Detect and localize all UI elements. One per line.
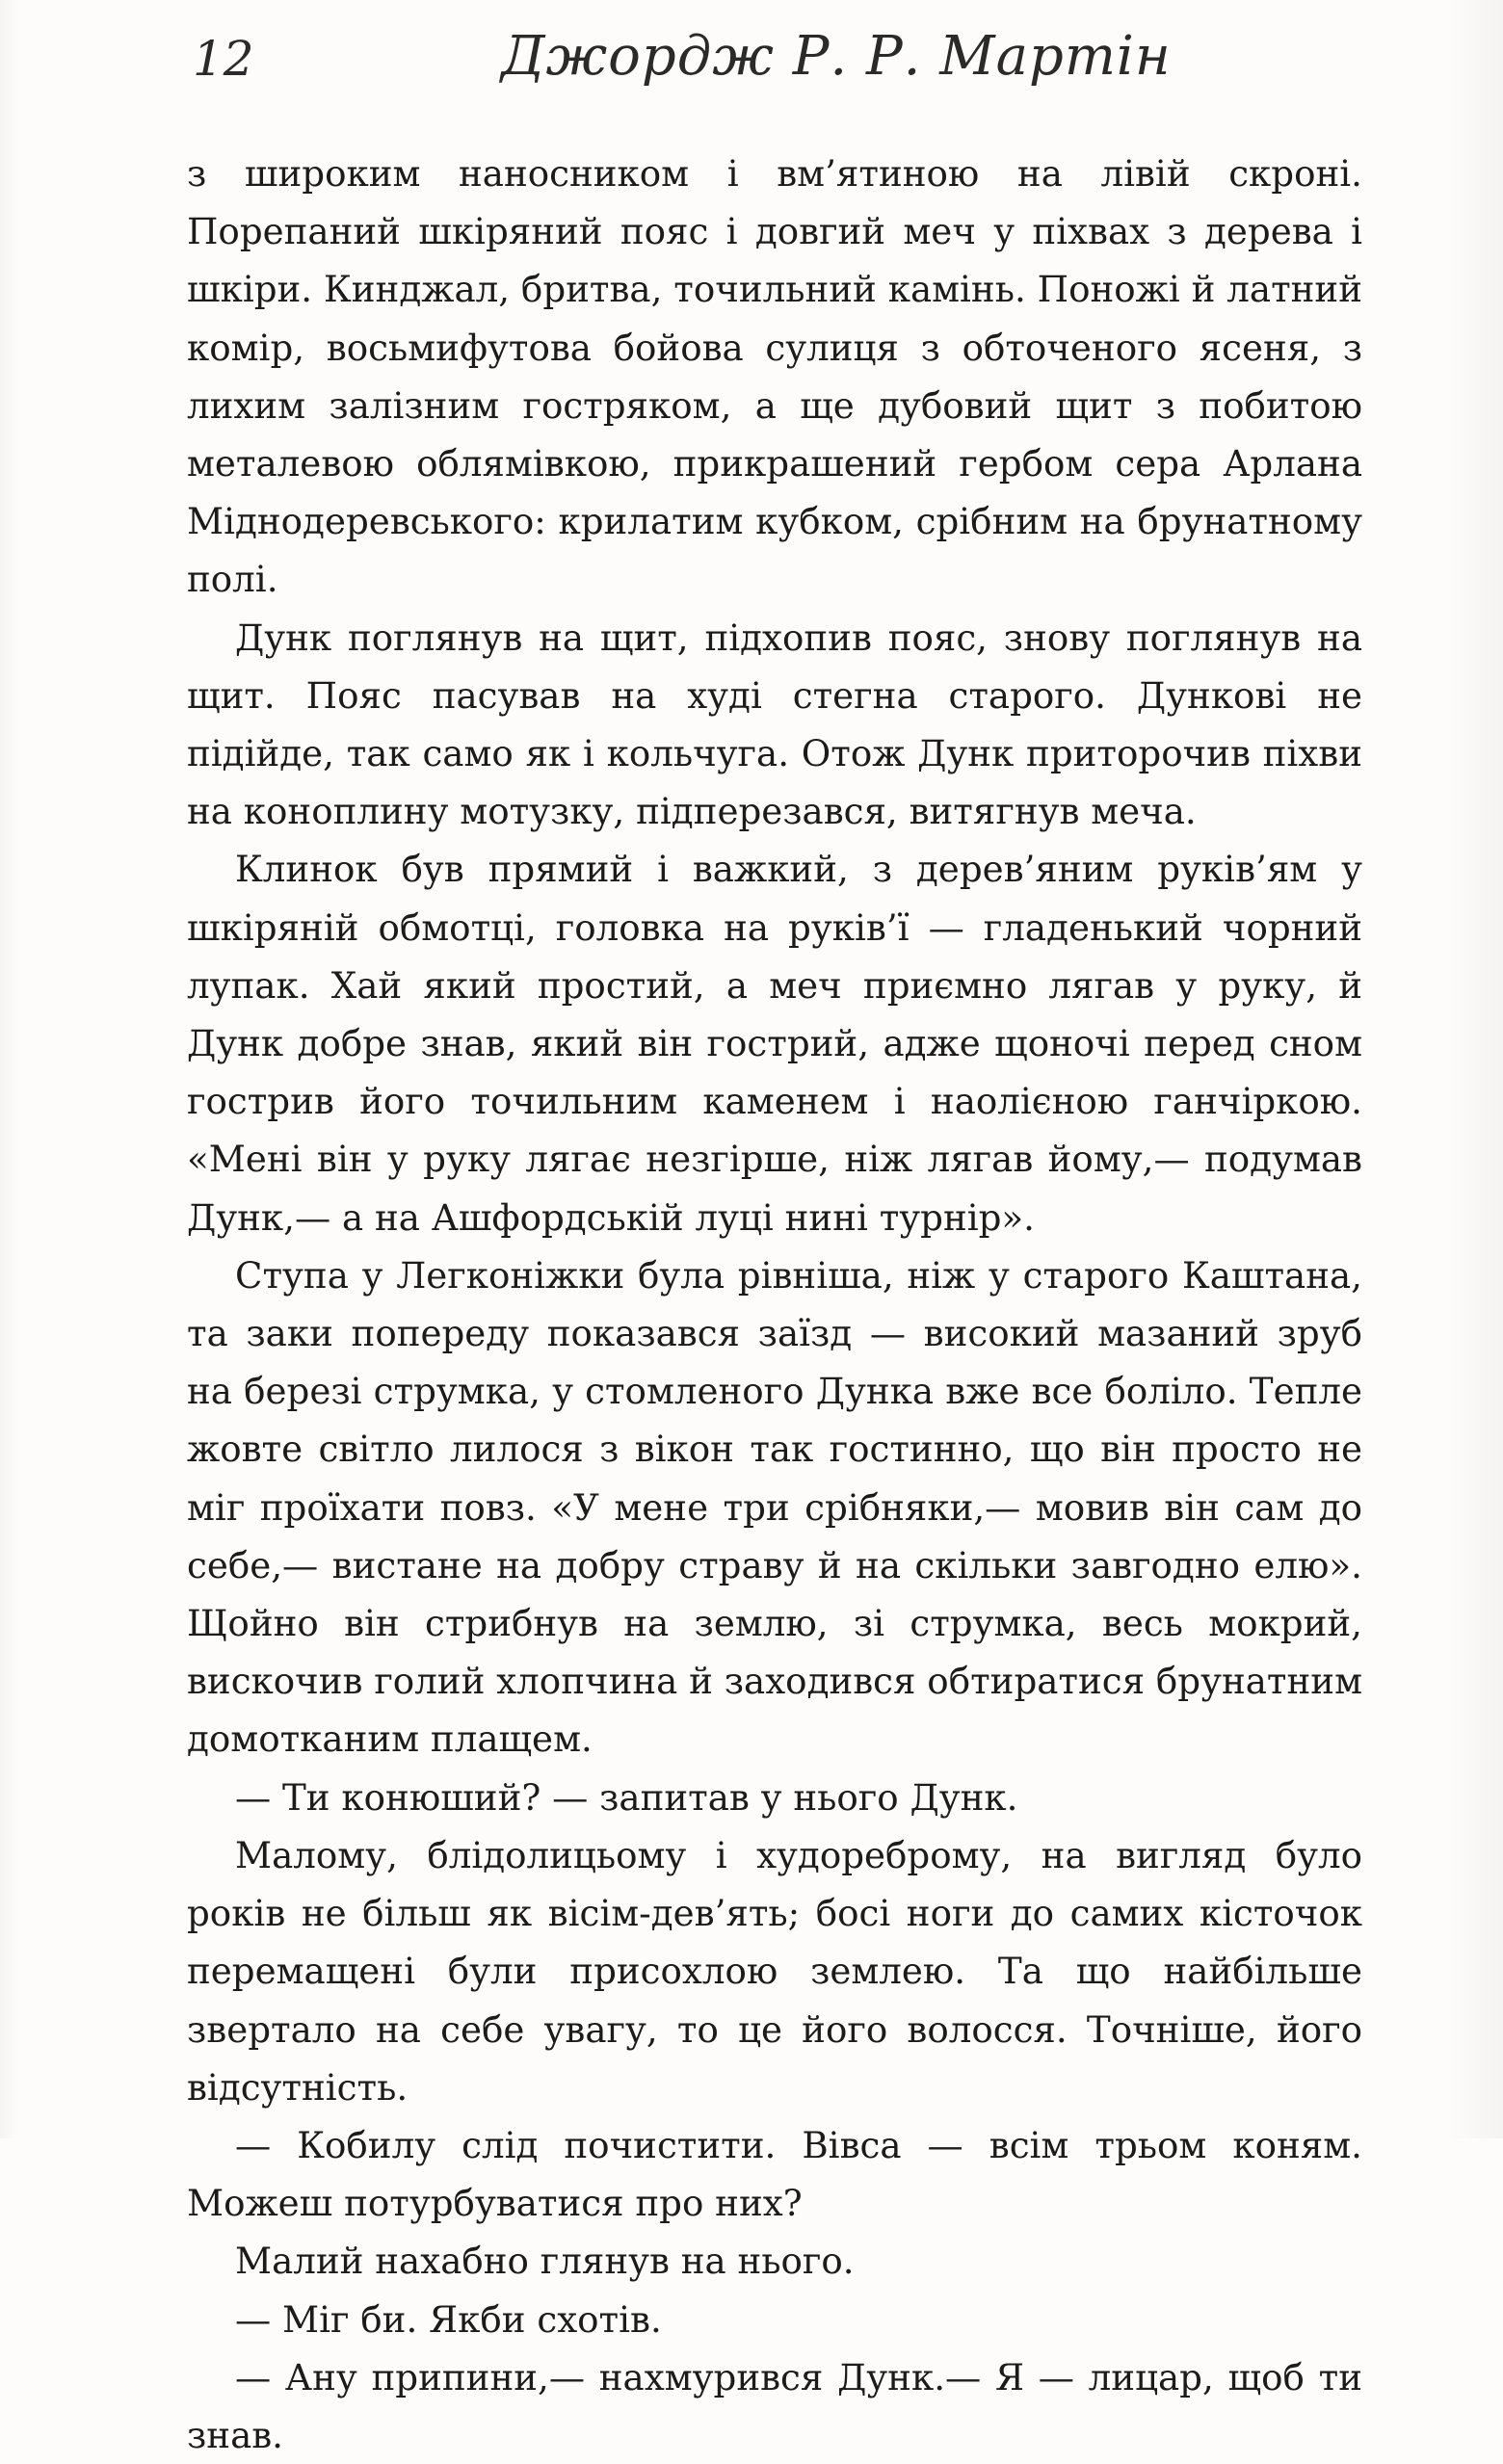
paragraph: Клинок був прямий і важкий, з дерев’яним руків’ям у шкіряній обмотці, головка на руків’ї — гладенький чорний лупак. Хай який простий, а меч приємно лягав у руку, й Дунк добре знав, який він гострий, адже щоночі перед сном гострив його точильним каменем і наолієною ганчіркою. «Мені він у руку лягає незгірше, ніж лягав йому,— подумав Дунк,— а на Ашфордській луці нині турнір». <box>187 848 1362 1239</box>
page-number: 12 <box>193 31 254 87</box>
dialogue-line: — Кобилу слід почистити. Вівса — всім трьом коням. Можеш потурбуватися про них? <box>187 2123 1362 2225</box>
page-header <box>0 23 1503 100</box>
paragraph: Малий нахабно глянув на нього. <box>235 2240 855 2283</box>
paragraph: Малому, блідолицьому і худореброму, на вигляд було років не більш як вісім-дев’ять; босі ноги до самих кісточок перемащені були присохлою землею. Та що найбільше звертало на себе увагу, то це його волосся. Точніше, його відсутність. <box>187 1833 1362 2109</box>
running-head: Джордж Р. Р. Мартін <box>501 25 1172 88</box>
page-edge-shadow <box>1445 0 1503 2138</box>
paragraph: з широким наносником і вм’ятиною на лівій скроні. Порепаний шкіряний пояс і довгий меч у піхвах з дерева і шкіри. Кинджал, бритва, точильний камінь. Поножі й латний комір, восьмифутова бойова сулиця з обточеного ясеня, з лихим залізним гостряком, а ще дубовий щит з побитою металевою облямівкою, прикрашений гербом сера Арлана Міднодеревського: крилатим кубком, срібним на брунатному полі. <box>187 152 1362 601</box>
dialogue-line: — Міг би. Якби схотів. <box>235 2297 662 2341</box>
paragraph: Дунк поглянув на щит, підхопив пояс, знову поглянув на щит. Пояс пасував на худі стегна старого. Дункові не підійде, так само як і кольчуга. Отож Дунк приторочив піхви на коноплину мотузку, підперезався, витягнув меча. <box>187 616 1362 833</box>
dialogue-line: — Ти конюший? — запитав у нього Дунк. <box>235 1775 1018 1819</box>
paragraph: Ступа у Легконіжки була рівніша, ніж у старого Каштана, та заки попереду показався заїзд — високий мазаний зруб на березі струмка, у стомленого Дунка вже все боліло. Тепле жовте світло лилося з вікон так гостинно, що він просто не міг проїхати повз. «У мене три срібняки,— мовив він сам до себе,— вистане на добру страву й на скільки завгодно елю». Щойно він стрибнув на землю, зі струмка, весь мокрий, вискочив голий хлопчина й заходився обтиратися брунатним домотканим плащем. <box>187 1253 1362 1761</box>
body-text <box>187 144 1362 2464</box>
dialogue-line: — Ану припини,— нахмурився Дунк.— Я — лицар, щоб ти знав. <box>187 2355 1362 2456</box>
